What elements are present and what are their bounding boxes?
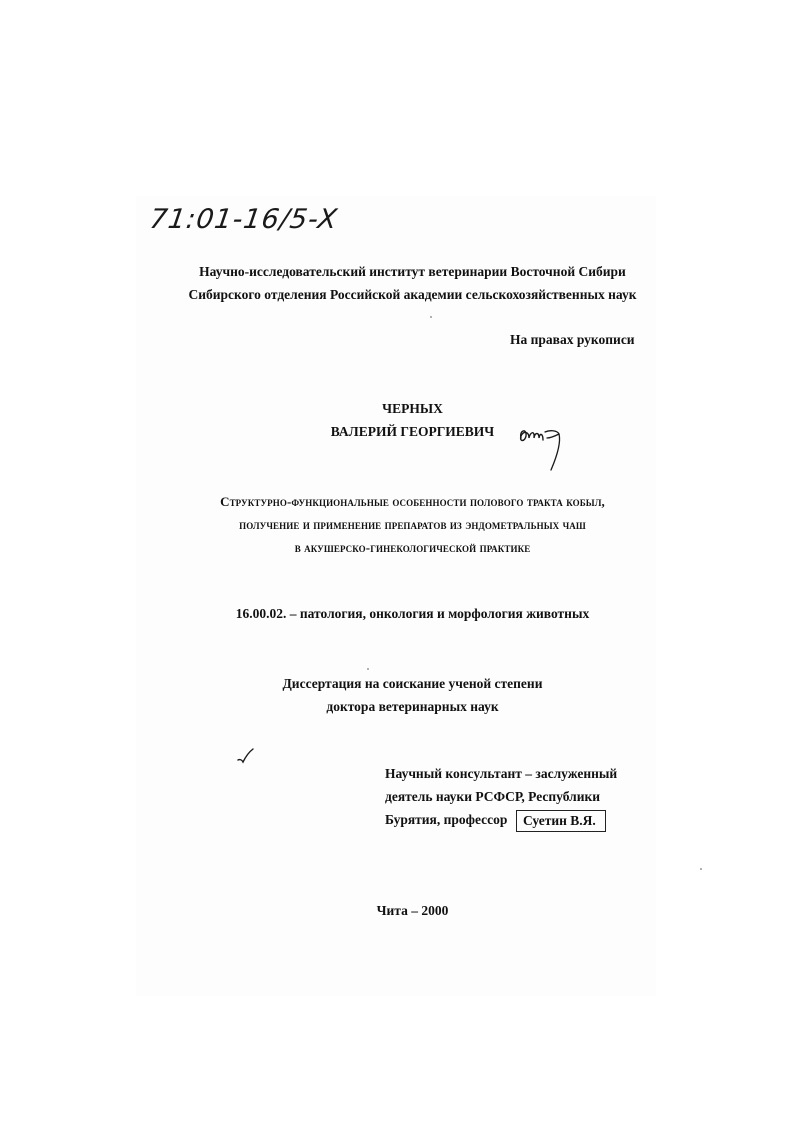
archive-number: 71:01-16/5-X <box>147 204 340 235</box>
specialty-code: 16.00.02. – патология, онкология и морфология животных <box>235 606 590 621</box>
institution-line-1: Научно-исследовательский институт ветеринарии Восточной Сибири <box>199 264 626 279</box>
degree-line-2: доктора ветеринарных наук <box>326 699 499 714</box>
consultant-name-box <box>516 810 606 832</box>
scan-speck <box>367 668 369 670</box>
title-line-2: получение и применение препаратов из эндометральных чаш <box>239 517 586 532</box>
scan-speck <box>430 316 432 318</box>
scan-background <box>136 196 656 996</box>
consultant-line-1: Научный консультант – заслуженный <box>385 766 618 781</box>
degree-line-1: Диссертация на соискание ученой степени <box>282 676 543 691</box>
consultant-line-2: деятель науки РСФСР, Республики <box>385 789 601 804</box>
consultant-line-3: Бурятия, профессор <box>385 812 508 827</box>
signature-mark <box>517 420 571 472</box>
scan-speck <box>700 868 702 870</box>
author-name: ВАЛЕРИЙ ГЕОРГИЕВИЧ <box>330 424 495 439</box>
title-line-3: в акушерско-гинекологической практике <box>294 540 531 555</box>
place-year: Чита – 2000 <box>376 903 449 918</box>
consultant-name: Суетин В.Я. <box>523 813 596 828</box>
author-surname: ЧЕРНЫХ <box>382 401 443 416</box>
title-line-1: Структурно-функциональные особенности полового тракта кобыл, <box>220 494 605 509</box>
institution-line-2: Сибирского отделения Российской академии сельскохозяйственных наук <box>188 287 637 302</box>
pen-tick-mark <box>236 748 254 764</box>
manuscript-note: На правах рукописи <box>510 332 635 347</box>
